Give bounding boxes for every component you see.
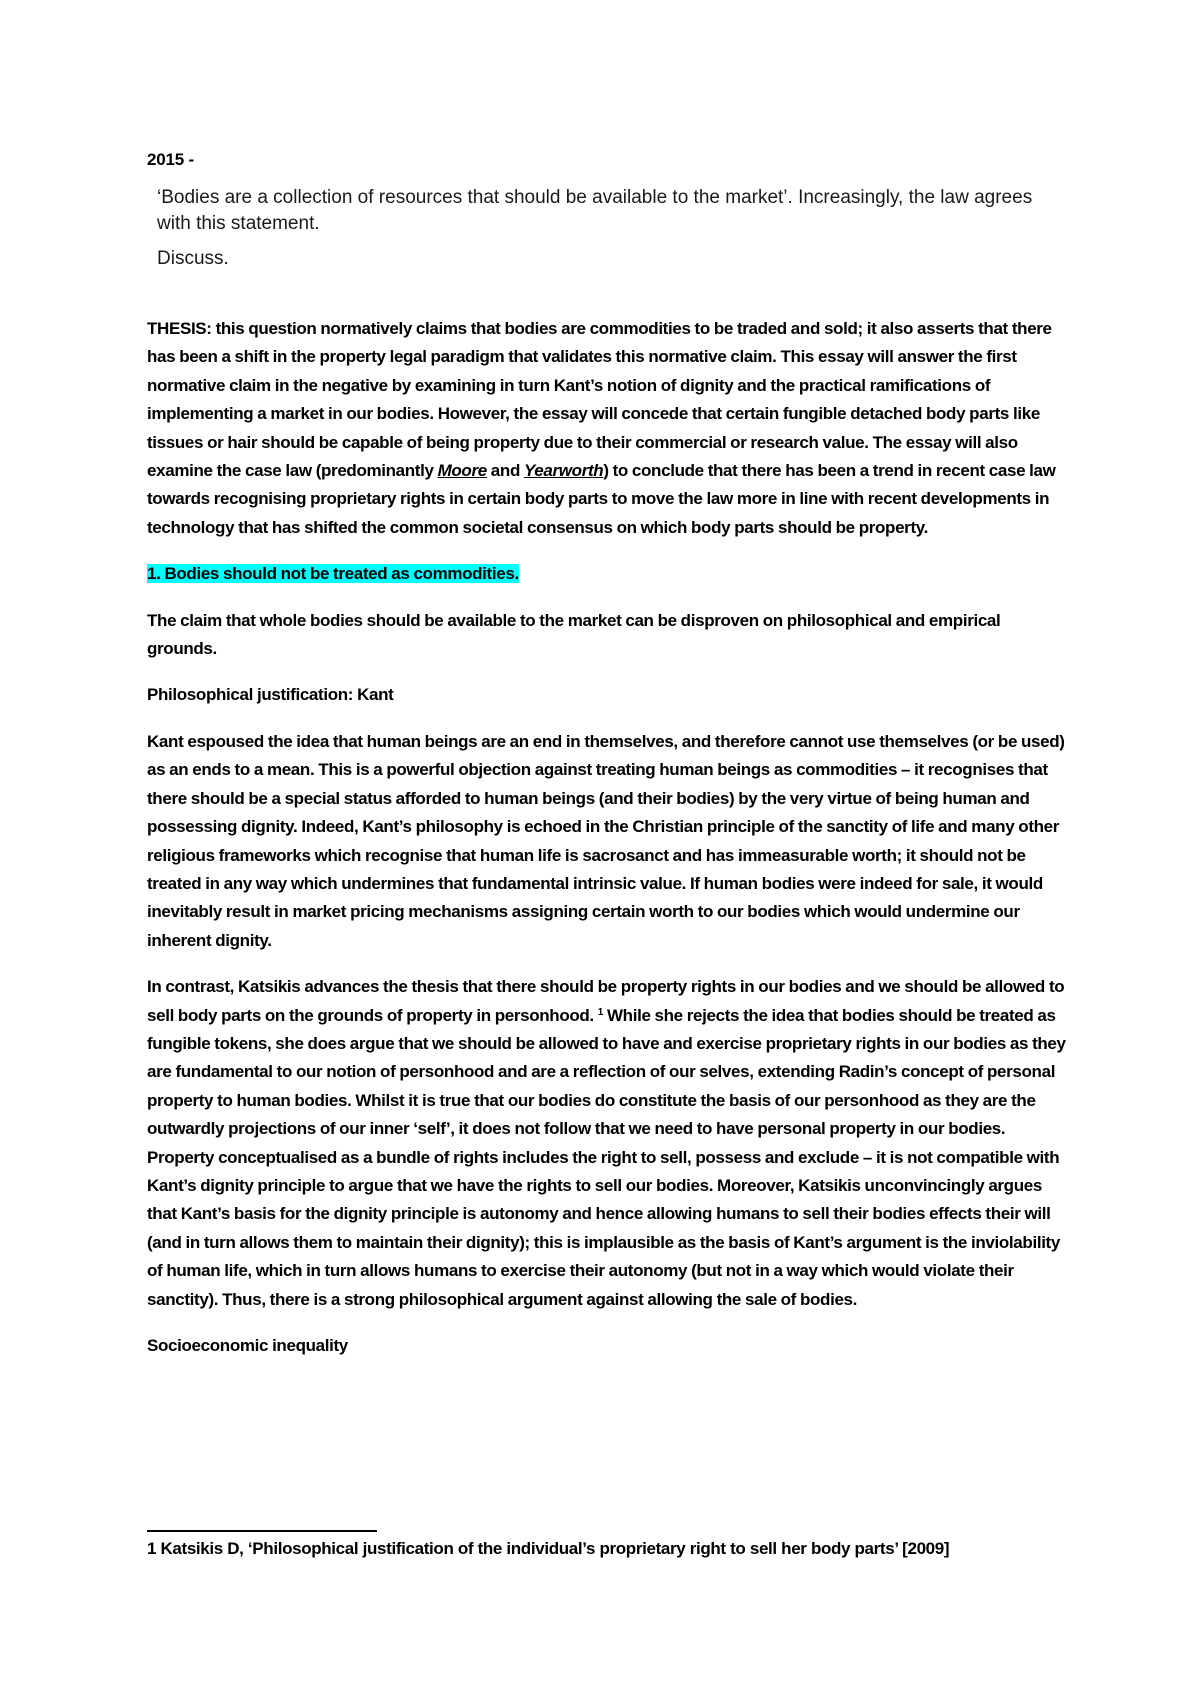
footnote-reference: 1 <box>597 1006 604 1018</box>
case-yearworth: Yearworth <box>523 461 604 481</box>
footnote-separator <box>147 1530 377 1532</box>
thesis-text-1: THESIS: this question normatively claims that bodies are commodities to be traded and sold; it also asserts that there has been a shift in the property legal paradigm that validates this normative claim. This essay will answer the first normative claim in the negative by examining in turn Kant’s notion of dignity and the practical ramifications of implementing a market in our bodies. However, the essay will concede that certain fungible detached body parts like tissues or hair should be capable of being property due to their commercial or research value. The essay will also examine the case law (predominantly <box>147 319 1052 481</box>
subheading-socioeconomic: Socioeconomic inequality <box>147 1336 348 1355</box>
katsikis-paragraph <box>147 973 1067 1314</box>
footnote-text: 1 Katsikis D, ‘Philosophical justification of the individual’s proprietary right to sell her body parts’ [2009] <box>147 1539 950 1558</box>
case-moore: Moore <box>437 461 487 481</box>
intro-paragraph: The claim that whole bodies should be available to the market can be disproven on philosophical and empirical grounds. <box>147 610 1001 659</box>
section-heading <box>147 560 1067 588</box>
thesis-and: and <box>486 461 524 481</box>
kant-paragraph: Kant espoused the idea that human beings are an end in themselves, and therefore cannot use themselves (or be used) as an ends to a mean. This is a powerful objection against treating human beings as commodities – it recognises that there should be a special status afforded to human beings (and their bodies) by the very virtue of being human and possessing dignity. Indeed, Kant’s philosophy is echoed in the Christian principle of the sanctity of life and many other religious frameworks which recognise that human life is sacrosanct and has immeasurable worth; it should not be treated in any way which undermines that fundamental intrinsic value. If human bodies were indeed for sale, it would inevitably result in market pricing mechanisms assigning certain worth to our bodies which would undermine our inherent dignity. <box>147 731 1065 950</box>
katsikis-text-1: In contrast, Katsikis advances the thesis that there should be property rights in our bodies and we should be allowed to sell body parts on the grounds of property in personhood. <box>147 977 1065 1025</box>
question-statement: ‘Bodies are a collection of resources that should be available to the market’. Increasingly, the law agrees with this statement. <box>157 187 1033 234</box>
subheading-kant: Philosophical justification: Kant <box>147 685 394 705</box>
essay-body <box>147 315 1067 1378</box>
highlighted-section-title: 1. Bodies should not be treated as commodities. <box>147 564 519 584</box>
question-discuss: Discuss. <box>157 248 229 269</box>
year-heading: 2015 - <box>147 150 195 169</box>
exam-question <box>157 185 1057 272</box>
katsikis-text-2: While she rejects the idea that bodies should be treated as fungible tokens, she does argue that we should be allowed to have and exercise proprietary rights in our bodies as they are fundamental to our notion of personhood and are a reflection of our selves, extending Radin’s concept of personal property to human bodies. Whilst it is true that our bodies do constitute the basis of our personhood as they are the outwardly projections of our inner ‘self’, it does not follow that we need to have personal property in our bodies. Property conceptualised as a bundle of rights includes the right to sell, possess and exclude – it is not compatible with Kant’s dignity principle to argue that we have the rights to sell our bodies. Moreover, Katsikis unconvincingly argues that Kant’s basis for the dignity principle is autonomy and hence allowing humans to sell their bodies effects their will (and in turn allows them to maintain their dignity); this is implausible as the basis of Kant’s argument is the inviolability of human life, which in turn allows humans to exercise their autonomy (but not in a way which would violate their sanctity). Thus, there is a strong philosophical argument against allowing the sale of bodies. <box>147 1005 1066 1309</box>
thesis-paragraph <box>147 315 1067 542</box>
thesis-text-2: ) to conclude that there has been a trend in recent case law towards recognising proprietary rights in certain body parts to move the law more in line with recent developments in technology that has shifted the common societal consensus on which body parts should be property. <box>147 461 1056 537</box>
